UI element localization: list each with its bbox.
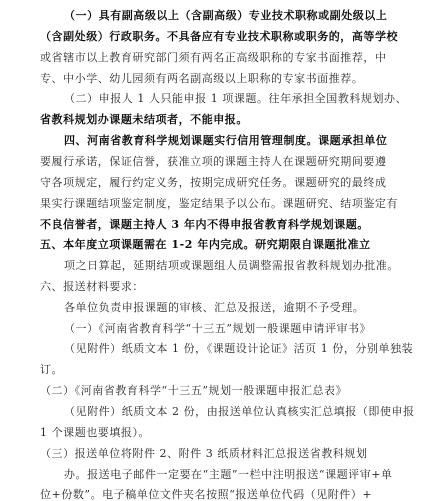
text-line: （见附件）纸质文本 1 份，《课题设计论证》活页 1 份，分别单独装 <box>64 342 414 355</box>
text-line: 订。 <box>40 363 64 376</box>
text-line: 四、河南省教育科学规划课题实行信用管理制度。课题承担单位 <box>64 134 388 147</box>
text-line: 果实行课题结项鉴定制度，鉴定结果予以公布。课题研究、结项鉴定有 <box>40 197 399 210</box>
text-line: 专、中小学、幼儿园须有两名副高级以上职称的专家书面推荐。 <box>40 72 364 85</box>
text-line: 守各项规定，履行约定义务，按期完成研究任务。课题研究的最终成 <box>40 176 387 189</box>
text-line: 项之日算起，延期结项或课题组人员调整需报省教科规划办批准。 <box>64 259 399 272</box>
text-line: （二）《河南省教育科学“十三五”规划一般课题申报汇总表》 <box>40 384 348 397</box>
text-line: 省教科规划办课题未结项者，不能申报。 <box>40 113 248 126</box>
text-line: 不良信誉者，课题主持人 3 年内不得申报省教育科学规划课题。 <box>40 218 369 231</box>
text-line: 位+份数”。电子稿单位文件夹名按照“报送单位代码（见附件）+ <box>40 488 373 501</box>
text-line: （二）申报人 1 人只能申报 1 项课题。往年承担全国教科规划办、 <box>64 92 408 105</box>
text-line: 或省辖市以上教育研究部门须有两名正高级职称的专家书面推荐，中 <box>40 51 387 64</box>
text-line: 各单位负责申报课题的审核、汇总及报送，逾期不予受理。 <box>64 301 365 314</box>
text-line: （含副处级）行政职务。不具备应有专业技术职称或职务的，高等学校 <box>40 30 399 43</box>
text-line: 六、报送材料要求： <box>40 280 144 293</box>
text-line: 1 个课题也要填报）。 <box>40 426 151 439</box>
text-line: （一）具有副高级以上（含副高级）专业技术职称或副处级以上 <box>64 9 388 22</box>
text-line: （一）《河南省教育科学“十三五”规划一般课题申请评审书》 <box>64 322 372 335</box>
text-line: （见附件）纸质文本 2 份，由报送单位认真核实汇总填报（即使申报 <box>64 405 415 418</box>
text-line: 要履行承诺，保证信誉，获准立项的课题主持人在课题研究期间要遵 <box>40 155 387 168</box>
text-line: （三）报送单位将附件 2、附件 3 纸质材料汇总报送省教科规划 <box>40 447 368 460</box>
text-line: 五、本年度立项课题需在 1-2 年内完成。研究期限自课题批准立 <box>40 238 371 251</box>
text-line: 办。报送电子邮件一定要在“主题”一栏中注明报送“课题评审+单 <box>64 468 393 481</box>
